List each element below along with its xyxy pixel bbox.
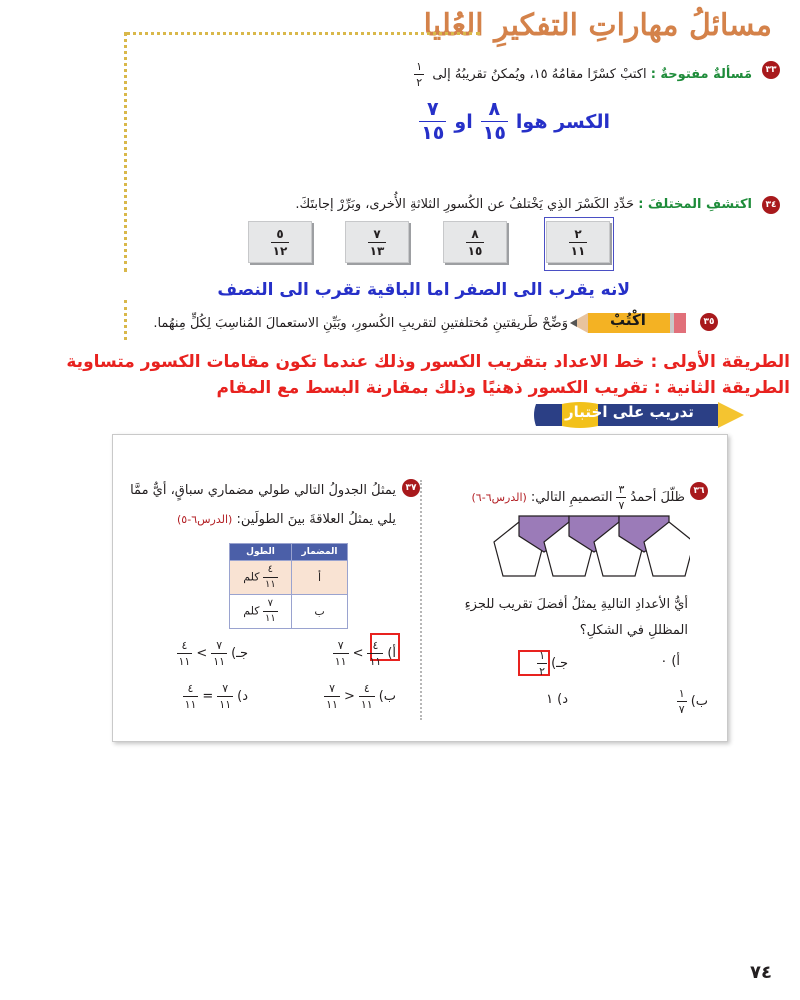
question-37-line2 (177, 512, 396, 527)
lesson-ref-36: (الدرس٦-٦) (471, 491, 527, 504)
question-36-line2: المظللِ في الشكلِ؟ (579, 623, 688, 638)
fraction-card-3: $\frac{٧}{١٣}$ (345, 221, 409, 263)
option-37-a[interactable]: أ) $\frac{٤}{١١}$ > $\frac{٧}{١١}$ (334, 639, 396, 668)
find-different-label: اكتشفِ المختلفَ : (638, 197, 752, 212)
table-header-length: الطول (230, 544, 292, 561)
table-header-track: المضمار (292, 544, 348, 561)
q36-text-b: التصميمِ التالي: (530, 490, 613, 505)
track-cell: ب (292, 595, 348, 629)
page-number: ٧٤ (750, 962, 772, 983)
header-dotted-rule (126, 32, 480, 35)
question-33-answer (419, 100, 610, 143)
answer-fraction-8-15: $\frac{٨}{١٥}$ (482, 98, 506, 144)
fraction-card-1: $\frac{٢}{١١}$ (546, 221, 610, 263)
question-35-text: وَضِّحْ طَريقتينِ مُختلفتينِ لتقريبِ الكُسورِ، وبَيِّنِ الاستعمالَ المُناسِبَ لِكُلٍّ مِنهُما. (153, 316, 568, 331)
question-33-text (414, 61, 752, 88)
answer-fraction-7-15: $\frac{٧}{١٥}$ (421, 98, 445, 144)
section-title: مسائلُ مهاراتِ التفكيرِ العُليا (423, 8, 772, 43)
question-number-37: ٣٧ (402, 479, 420, 497)
panel-divider (420, 480, 422, 720)
q36-text-a: ظلّلَ أحمدُ (630, 490, 685, 505)
track-length-table (229, 543, 348, 629)
pentagon-design (490, 514, 690, 582)
question-number-36: ٣٦ (690, 482, 708, 500)
open-question-label: مَسألةٌ مفتوحةٌ : (650, 67, 752, 82)
answer-or: او (454, 110, 473, 133)
option-36-a[interactable]: أ) ٠ (660, 654, 680, 669)
question-37-line1: يمثلُ الجدولُ التالي طولي مضماري سباقٍ، أيٌّ ممَّا (130, 483, 396, 498)
option-37-d[interactable]: د) $\frac{٧}{١١}$ = $\frac{٤}{١١}$ (184, 682, 248, 711)
option-36-d[interactable]: د) ١ (546, 692, 568, 707)
fraction-one-half: $\frac{١}{٢}$ (416, 60, 423, 89)
option-36-c[interactable]: جـ) $\frac{١}{٢}$ (539, 649, 568, 678)
question-number-34: ٣٤ (762, 196, 780, 214)
test-practice-label: تدريب على اختبار (565, 403, 694, 421)
question-33-body: اكتبْ كسْرًا مقامُهُ ١٥، ويُمكنُ تقريبُهُ إلى (432, 67, 647, 82)
track-cell: أ (292, 561, 348, 595)
option-36-b[interactable]: ب) $\frac{١}{٧}$ (678, 687, 708, 716)
lesson-ref-37: (الدرس٦-٥) (176, 513, 233, 526)
answer-prefix: الكسر هوا (515, 110, 610, 133)
q37-text-l2: يلي يمثلُ العلاقةَ بينَ الطولَين: (236, 512, 396, 527)
table-row (230, 561, 348, 595)
option-37-b[interactable]: ب) $\frac{٤}{١١}$ < $\frac{٧}{١١}$ (326, 682, 396, 711)
fraction-card-2: $\frac{٨}{١٥}$ (443, 221, 507, 263)
question-34-body: حَدِّدِ الكَسْرَ الذِي يَخْتلفُ عن الكُسورِ الثلاثةِ الأُخرى، وبَرِّرْ إجابتَكَ. (295, 197, 635, 212)
question-number-33: ٣٣ (762, 61, 780, 79)
fraction-three-sevenths: $\frac{٣}{٧}$ (618, 483, 625, 512)
question-35-answer-2: الطريقة الثانية : تقريب الكسور ذهنيًا وذلك بمقارنة البسط مع المقام (216, 378, 790, 398)
write-label: اكْتُبْ (610, 311, 646, 329)
question-34-answer: لانه يقرب الى الصفر اما الباقية تقرب الى النصف (217, 280, 630, 300)
side-dotted-rule (124, 32, 127, 272)
length-cell: $\frac{٤}{١١}$ كلم (230, 561, 292, 595)
question-number-35: ٣٥ (700, 313, 718, 331)
option-37-c[interactable]: جـ) $\frac{٧}{١١}$ > $\frac{٤}{١١}$ (178, 639, 248, 668)
question-36-text (471, 484, 685, 511)
question-36-line1: أيُّ الأعدادِ التاليةِ يمثلُ أفضلَ تقريب للجزءِ (464, 597, 688, 612)
length-cell: $\frac{٧}{١١}$ كلم (230, 595, 292, 629)
question-34-text (295, 197, 752, 212)
question-35-answer-1: الطريقة الأولى : خط الاعداد بتقريب الكسور وذلك عندما تكون مقامات الكسور متساوية (66, 352, 790, 372)
fraction-card-4: $\frac{٥}{١٢}$ (248, 221, 312, 263)
table-row (230, 595, 348, 629)
side-dotted-rule-lower (124, 300, 127, 340)
